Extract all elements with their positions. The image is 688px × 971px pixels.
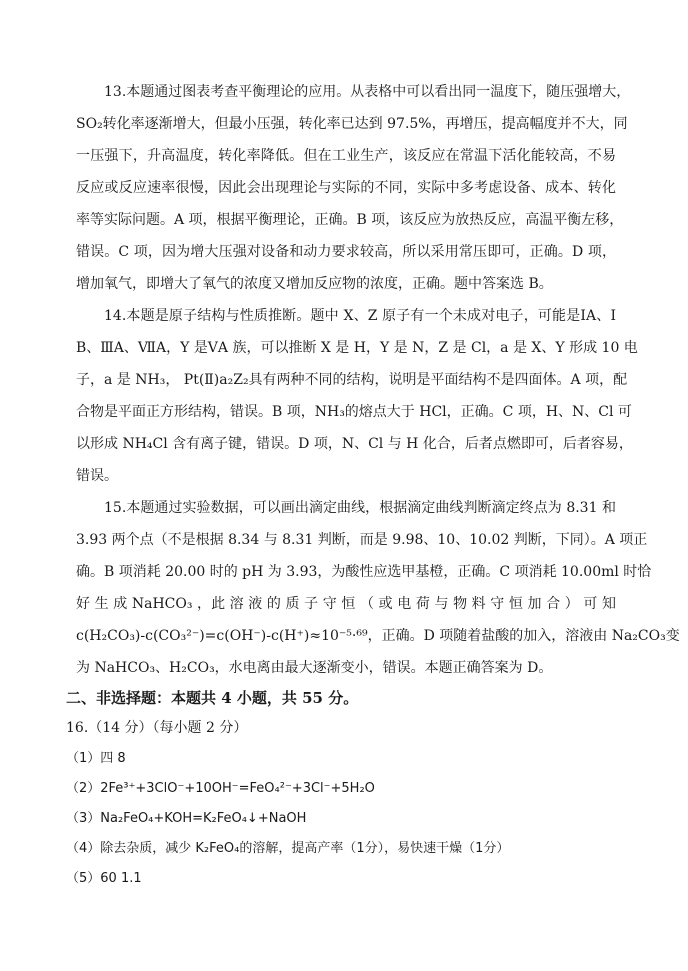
- q15-line-6: 为 NaHCO₃、H₂CO₃，水电离由最大逐渐变小，错误。本题正确答案为 D。: [76, 660, 553, 676]
- q15-line-4: 好 生 成 NaHCO₃ ，此 溶 液 的 质 子 守 恒 （ 或 电 荷 与 物 料 守 恒 加 合 ） 可 知: [76, 596, 616, 612]
- q14-line-5: 以形成 NH₄Cl 含有离子键，错误。D 项，N、Cl 与 H 化合，后者点燃即可，后者容易，: [76, 436, 633, 452]
- q13-line-6: 错误。C 项，因为增大压强对设备和动力要求较高，所以采用常压即可，正确。D 项，: [76, 244, 616, 260]
- q14-line-4: 合物是平面正方形结构，错误。B 项，NH₃的熔点大于 HCl，正确。C 项，H、N、Cl 可: [76, 404, 632, 420]
- q14-line-3: 子，a 是 NH₃， Pt(Ⅱ)a₂Z₂具有两种不同的结构，说明是平面结构不是四面体。A 项，配: [76, 372, 628, 388]
- q13-line-7: 增加氧气，即增大了氧气的浓度又增加反应物的浓度，正确。题中答案选 B。: [76, 276, 553, 292]
- section-heading: 二、非选择题：本题共 4 小题，共 55 分。: [66, 689, 359, 707]
- q16-answer-2: （2）2Fe³⁺+3ClO⁻+10OH⁻=FeO₄²⁻+3Cl⁻+5H₂O: [66, 781, 375, 796]
- q15-line-3: 确。B 项消耗 20.00 时的 pH 为 3.93，为酸性应选甲基橙，正确。C 项消耗 10.00ml 时恰: [76, 564, 652, 580]
- q16-answer-4: （4）除去杂质，减少 K₂FeO₄的溶解，提高产率（1分），易快速干燥（1分）: [66, 841, 510, 856]
- q16-answer-3: （3）Na₂FeO₄+KOH=K₂FeO₄↓+NaOH: [66, 811, 307, 826]
- q15-line-1: 15.本题通过实验数据，可以画出滴定曲线，根据滴定曲线判断滴定终点为 8.31 和: [104, 500, 616, 516]
- q13-line-3: 一压强下，升高温度，转化率降低。但在工业生产，该反应在常温下活化能较高，不易: [76, 148, 616, 164]
- q14-line-2: B、ⅢA、ⅦA，Y 是ⅤA 族，可以推断 X 是 H，Y 是 N，Z 是 Cl，a 是 X、Y 形成 10 电: [76, 340, 638, 356]
- q15-line-2: 3.93 两个点（不是根据 8.34 与 8.31 判断，而是 9.98、10、10.02 判断，下同）。A 项正: [76, 532, 648, 548]
- q16-title: 16.（14 分）（每小题 2 分）: [66, 720, 248, 736]
- q13-line-1: 13.本题通过图表考查平衡理论的应用。从表格中可以看出同一温度下，随压强增大，: [104, 84, 631, 100]
- q13-line-5: 率等实际问题。A 项，根据平衡理论，正确。B 项，该反应为放热反应，高温平衡左移，: [76, 212, 624, 228]
- q15-line-5: c(H₂CO₃)-c(CO₃²⁻)=c(OH⁻)-c(H⁺)≈10⁻⁵·⁶⁹，正确。D 项随着盐酸的加入，溶液由 Na₂CO₃变: [76, 628, 680, 644]
- q13-line-4: 反应或反应速率很慢，因此会出现理论与实际的不同，实际中多考虑设备、成本、转化: [76, 180, 616, 196]
- q16-answer-5: （5）60 1.1: [66, 871, 142, 886]
- q14-line-6: 错误。: [76, 468, 118, 484]
- q16-answer-1: （1）四 8: [66, 751, 126, 766]
- q13-line-2: SO₂转化率逐渐增大，但最小压强，转化率已达到 97.5%，再增压，提高幅度并不大，同: [76, 116, 628, 132]
- q14-line-1: 14.本题是原子结构与性质推断。题中 X、Z 原子有一个未成对电子，可能是ⅠA、Ⅰ: [104, 308, 616, 324]
